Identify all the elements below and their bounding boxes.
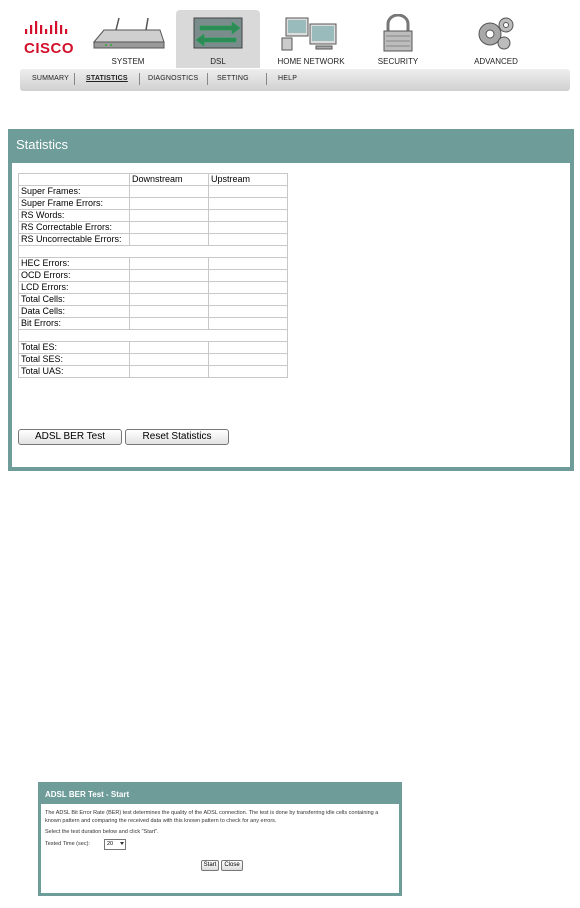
table-row [19, 270, 288, 282]
column-header-upstream: Upstream [209, 174, 288, 186]
table-row [19, 342, 288, 354]
subnav-divider [74, 73, 75, 85]
nav-tab-system[interactable] [86, 10, 170, 68]
upstream-value [209, 258, 288, 270]
nav-tab-security[interactable] [356, 10, 440, 68]
upstream-value [209, 342, 288, 354]
table-row [19, 282, 288, 294]
dialog-instruction: Select the test duration below and click "Start". [45, 829, 159, 835]
table-row [19, 354, 288, 366]
table-row [19, 222, 288, 234]
subnav-diagnostics[interactable]: DIAGNOSTICS [148, 75, 199, 82]
spacer-cell [19, 246, 288, 258]
tested-time-select[interactable] [104, 839, 126, 850]
downstream-value [130, 270, 209, 282]
downstream-value [130, 258, 209, 270]
row-label-super-frames: Super Frames: [19, 186, 130, 198]
column-header-downstream: Downstream [130, 174, 209, 186]
row-label-total-uas: Total UAS: [19, 366, 130, 378]
subnav-divider [266, 73, 267, 85]
table-row [19, 318, 288, 330]
row-label-data-cells: Data Cells: [19, 306, 130, 318]
downstream-value [130, 294, 209, 306]
downstream-value [130, 234, 209, 246]
table-row [19, 198, 288, 210]
downstream-value [130, 366, 209, 378]
spacer-cell [19, 330, 288, 342]
dialog-title: ADSL BER Test - Start [45, 790, 130, 799]
upstream-value [209, 306, 288, 318]
downstream-value [130, 222, 209, 234]
tested-time-label: Tested Time (sec): [45, 841, 90, 847]
table-corner-cell [19, 174, 130, 186]
chevron-down-icon [120, 842, 124, 845]
row-label-hec-errors: HEC Errors: [19, 258, 130, 270]
ber-test-dialog [38, 782, 402, 896]
dsl-arrows-icon [176, 14, 260, 52]
table-row [19, 210, 288, 222]
downstream-value [130, 342, 209, 354]
row-label-rs-correctable-errors: RS Correctable Errors: [19, 222, 130, 234]
nav-tab-label: DSL [210, 57, 226, 66]
gears-icon [446, 14, 546, 52]
nav-tab-label: HOME NETWORK [277, 57, 345, 66]
upstream-value [209, 294, 288, 306]
upstream-value [209, 318, 288, 330]
padlock-icon [356, 14, 440, 52]
table-row [19, 294, 288, 306]
row-label-ocd-errors: OCD Errors: [19, 270, 130, 282]
downstream-value [130, 210, 209, 222]
top-navigation [12, 10, 572, 70]
statistics-content [12, 163, 570, 467]
downstream-value [130, 318, 209, 330]
upstream-value [209, 282, 288, 294]
nav-tab-advanced[interactable] [446, 10, 546, 68]
nav-tab-home-network[interactable] [266, 10, 356, 68]
cisco-logo[interactable] [22, 18, 82, 64]
row-label-rs-words: RS Words: [19, 210, 130, 222]
table-row [19, 234, 288, 246]
subnav-divider [207, 73, 208, 85]
page-title: Statistics [16, 137, 69, 152]
upstream-value [209, 354, 288, 366]
downstream-value [130, 354, 209, 366]
subnav-help[interactable]: HELP [278, 75, 298, 82]
table-row [19, 306, 288, 318]
start-button[interactable]: Start [201, 860, 219, 871]
table-spacer-row [19, 330, 288, 342]
nav-tab-label: ADVANCED [474, 57, 518, 66]
downstream-value [130, 306, 209, 318]
nav-tab-label: SYSTEM [111, 57, 145, 66]
router-icon [86, 14, 170, 52]
logo-text: CISCO [24, 40, 75, 57]
nav-tab-dsl[interactable] [176, 10, 260, 68]
reset-statistics-button[interactable]: Reset Statistics [125, 429, 229, 445]
row-label-rs-uncorrectable-errors: RS Uncorrectable Errors: [19, 234, 130, 246]
table-spacer-row [19, 246, 288, 258]
adsl-ber-test-button[interactable]: ADSL BER Test [18, 429, 122, 445]
nav-tab-label: SECURITY [377, 57, 419, 66]
upstream-value [209, 270, 288, 282]
sub-navigation [20, 69, 570, 91]
upstream-value [209, 210, 288, 222]
table-header-row [19, 174, 288, 186]
row-label-lcd-errors: LCD Errors: [19, 282, 130, 294]
downstream-value [130, 282, 209, 294]
row-label-super-frame-errors: Super Frame Errors: [19, 198, 130, 210]
table-row [19, 258, 288, 270]
statistics-table [18, 173, 288, 378]
close-button[interactable]: Close [221, 860, 243, 871]
row-label-total-es: Total ES: [19, 342, 130, 354]
subnav-divider [139, 73, 140, 85]
cisco-bars-icon [24, 20, 80, 38]
row-label-bit-errors: Bit Errors: [19, 318, 130, 330]
subnav-statistics[interactable]: STATISTICS [86, 75, 128, 82]
downstream-value [130, 198, 209, 210]
downstream-value [130, 186, 209, 198]
subnav-summary[interactable]: SUMMARY [32, 75, 70, 82]
tested-time-value: 20 [107, 841, 114, 847]
upstream-value [209, 186, 288, 198]
subnav-setting[interactable]: SETTING [217, 75, 249, 82]
table-row [19, 366, 288, 378]
table-row [19, 186, 288, 198]
statistics-panel [8, 129, 574, 471]
upstream-value [209, 198, 288, 210]
dialog-description: The ADSL Bit Error Rate (BER) test determines the quality of the ADSL connection. The test is done by transferring idle cells containing a known pattern and comparing the received data with this known pattern to check for any errors. [45, 810, 379, 824]
row-label-total-ses: Total SES: [19, 354, 130, 366]
computers-icon [266, 14, 356, 52]
upstream-value [209, 234, 288, 246]
row-label-total-cells: Total Cells: [19, 294, 130, 306]
dialog-content [41, 804, 399, 893]
upstream-value [209, 366, 288, 378]
upstream-value [209, 222, 288, 234]
